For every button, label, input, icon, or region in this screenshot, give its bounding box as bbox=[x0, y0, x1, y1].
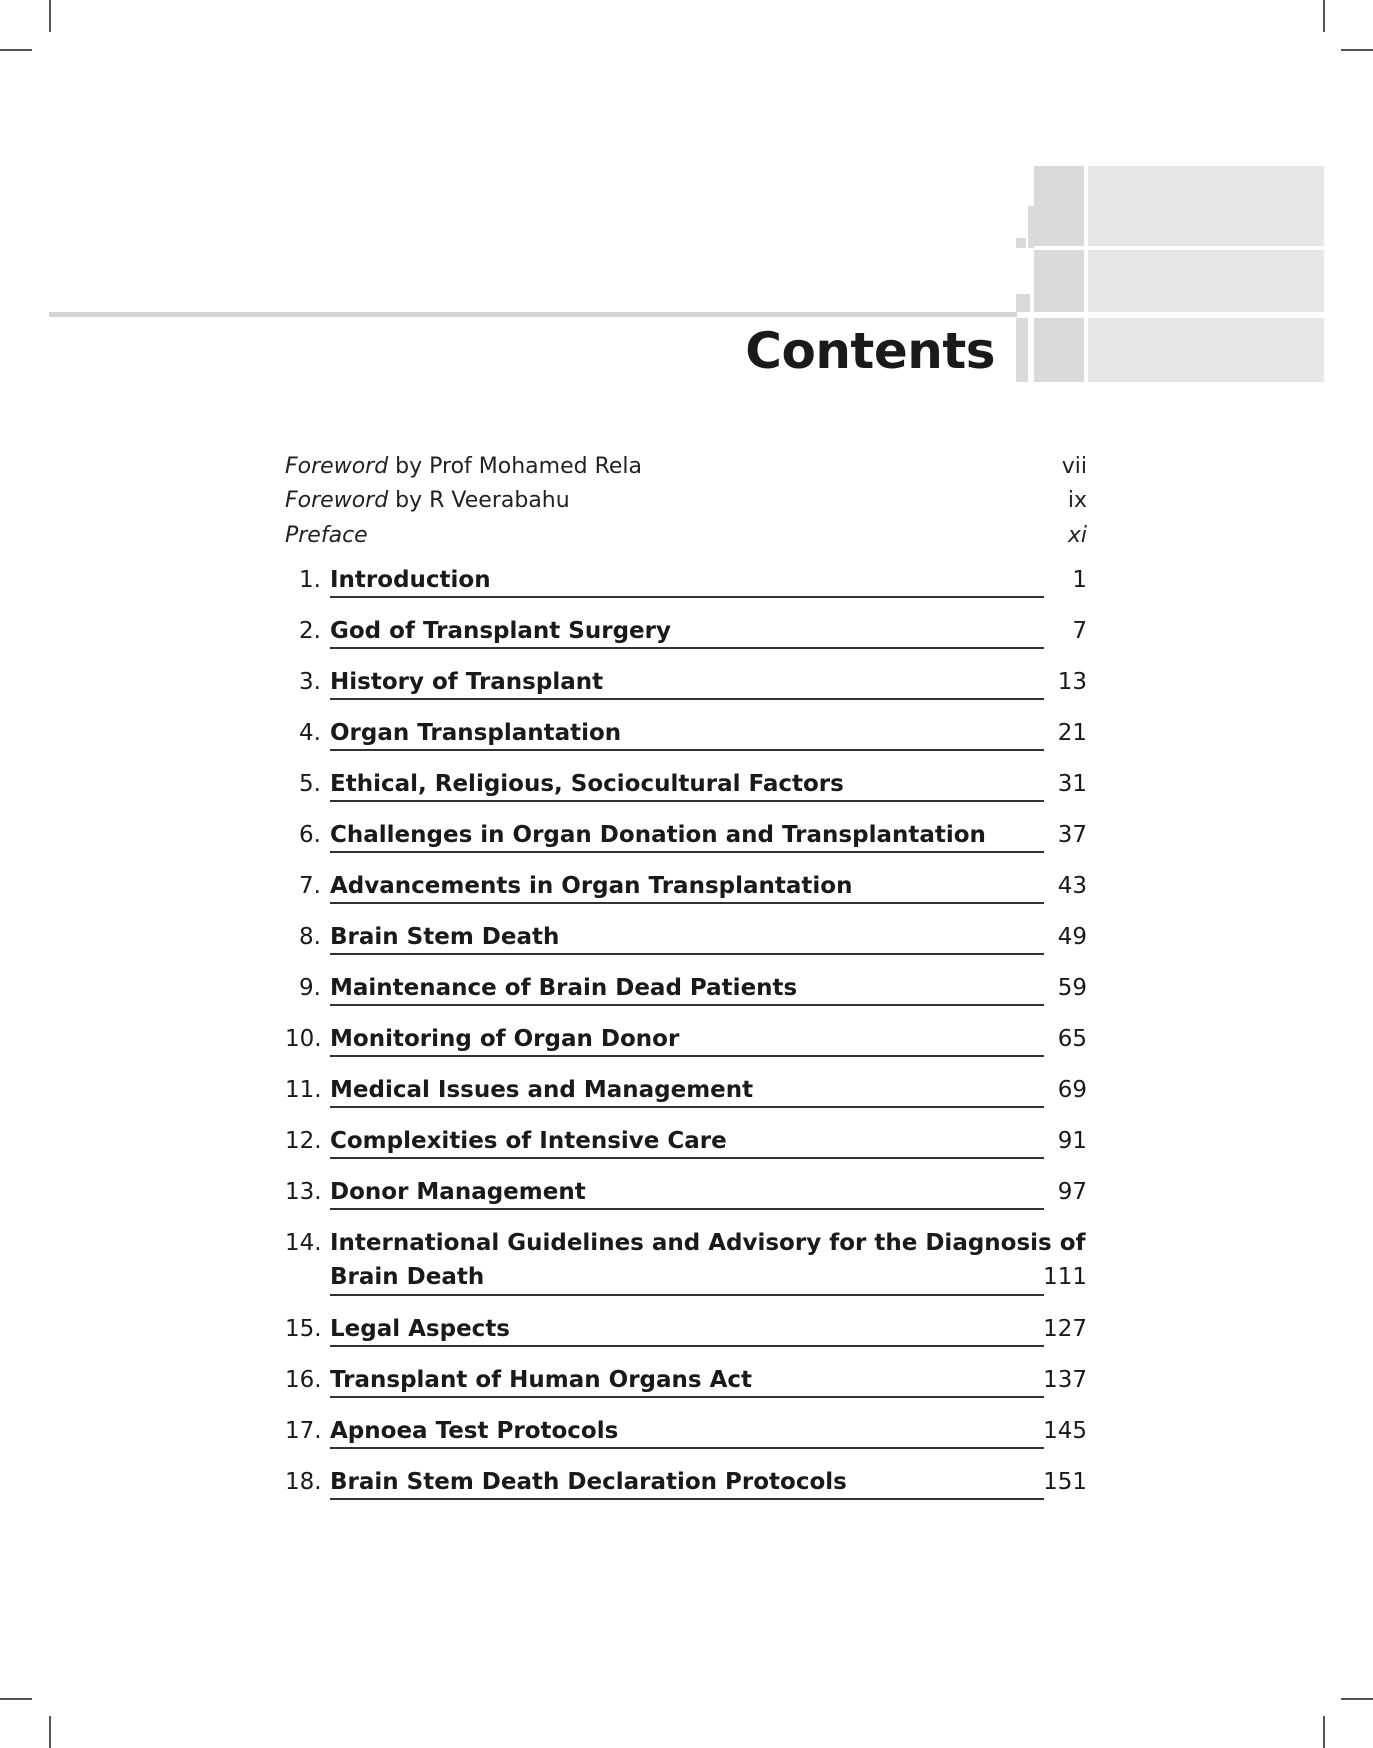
chapter-number: 10. bbox=[285, 1026, 322, 1052]
chapter-underline bbox=[330, 749, 1044, 751]
chapter-page: 111 bbox=[1043, 1264, 1087, 1290]
chapter-title: Monitoring of Organ Donor bbox=[330, 1026, 680, 1052]
crop-mark-bl-h bbox=[0, 1698, 32, 1700]
fm-page: xi bbox=[1067, 523, 1087, 548]
chapter-page: 127 bbox=[1043, 1316, 1087, 1342]
chapter-title: Brain Stem Death Declaration Protocols bbox=[330, 1469, 847, 1495]
chapter-title: Ethical, Religious, Sociocultural Factors bbox=[330, 771, 844, 797]
chapter-page: 59 bbox=[1057, 975, 1087, 1001]
toc-front-matter-item bbox=[285, 521, 1087, 551]
chapter-number: 2. bbox=[299, 618, 321, 644]
chapter-underline bbox=[330, 1345, 1044, 1347]
chapter-underline bbox=[330, 902, 1044, 904]
chapter-underline bbox=[330, 851, 1044, 853]
chapter-number: 12. bbox=[285, 1128, 322, 1154]
chapter-number: 6. bbox=[299, 822, 321, 848]
fm-label-italic: Foreword bbox=[285, 488, 389, 513]
chapter-number: 3. bbox=[299, 669, 321, 695]
toc-front-matter-item bbox=[285, 486, 1087, 516]
chapter-title: Complexities of Intensive Care bbox=[330, 1128, 727, 1154]
chapter-title: Donor Management bbox=[330, 1179, 586, 1205]
chapter-number: 11. bbox=[285, 1077, 322, 1103]
chapter-page: 31 bbox=[1057, 771, 1087, 797]
crop-mark-bl-v bbox=[49, 1716, 51, 1748]
crop-mark-br-v bbox=[1323, 1716, 1325, 1748]
crop-mark-br-h bbox=[1341, 1698, 1373, 1700]
crop-mark-tl-h bbox=[0, 49, 32, 51]
chapter-page: 1 bbox=[1072, 567, 1087, 593]
fm-label-italic: Preface bbox=[285, 523, 368, 548]
chapter-number: 14. bbox=[285, 1230, 322, 1256]
chapter-page: 65 bbox=[1057, 1026, 1087, 1052]
chapter-page: 49 bbox=[1057, 924, 1087, 950]
chapter-title: Brain Stem Death bbox=[330, 924, 560, 950]
chapter-page: 151 bbox=[1043, 1469, 1087, 1495]
chapter-number: 16. bbox=[285, 1367, 322, 1393]
chapter-number: 18. bbox=[285, 1469, 322, 1495]
chapter-title: Organ Transplantation bbox=[330, 720, 622, 746]
chapter-page: 69 bbox=[1057, 1077, 1087, 1103]
chapter-title: Transplant of Human Organs Act bbox=[330, 1367, 753, 1393]
toc-front-matter-item bbox=[285, 452, 1087, 482]
chapter-underline bbox=[330, 1208, 1044, 1210]
chapter-number: 9. bbox=[299, 975, 321, 1001]
chapter-number: 5. bbox=[299, 771, 321, 797]
crop-mark-tr-h bbox=[1341, 49, 1373, 51]
chapter-number: 7. bbox=[299, 873, 321, 899]
chapter-title: Medical Issues and Management bbox=[330, 1077, 754, 1103]
chapter-page: 97 bbox=[1057, 1179, 1087, 1205]
chapter-title: Advancements in Organ Transplantation bbox=[330, 873, 853, 899]
fm-label-italic: Foreword bbox=[285, 454, 389, 479]
chapter-underline bbox=[330, 1396, 1044, 1398]
chapter-page: 43 bbox=[1057, 873, 1087, 899]
page-title: Contents bbox=[745, 322, 995, 380]
chapter-underline bbox=[330, 647, 1044, 649]
chapter-title: International Guidelines and Advisory for the Diagnosis of bbox=[330, 1230, 1086, 1256]
chapter-number: 8. bbox=[299, 924, 321, 950]
chapter-page: 137 bbox=[1043, 1367, 1087, 1393]
chapter-page: 145 bbox=[1043, 1418, 1087, 1444]
chapter-title: God of Transplant Surgery bbox=[330, 618, 671, 644]
fm-label-rest: by R Veerabahu bbox=[388, 488, 570, 513]
chapter-underline bbox=[330, 1447, 1044, 1449]
chapter-underline bbox=[330, 800, 1044, 802]
chapter-underline bbox=[330, 953, 1044, 955]
fm-page: vii bbox=[1061, 454, 1087, 479]
chapter-page: 21 bbox=[1057, 720, 1087, 746]
chapter-number: 15. bbox=[285, 1316, 322, 1342]
chapter-underline bbox=[330, 1294, 1044, 1296]
chapter-page: 7 bbox=[1072, 618, 1087, 644]
chapter-page: 37 bbox=[1057, 822, 1087, 848]
chapter-underline bbox=[330, 698, 1044, 700]
chapter-title-continued: Brain Death bbox=[330, 1264, 485, 1290]
chapter-underline bbox=[330, 1055, 1044, 1057]
chapter-title: Introduction bbox=[330, 567, 491, 593]
chapter-title: History of Transplant bbox=[330, 669, 604, 695]
crop-mark-tr-v bbox=[1323, 0, 1325, 32]
chapter-underline bbox=[330, 1157, 1044, 1159]
fm-page: ix bbox=[1067, 488, 1087, 513]
fm-label-rest: by Prof Mohamed Rela bbox=[388, 454, 642, 479]
chapter-number: 1. bbox=[299, 567, 321, 593]
chapter-page: 13 bbox=[1057, 669, 1087, 695]
chapter-title: Legal Aspects bbox=[330, 1316, 511, 1342]
chapter-underline bbox=[330, 1498, 1044, 1500]
chapter-title: Maintenance of Brain Dead Patients bbox=[330, 975, 798, 1001]
chapter-title: Apnoea Test Protocols bbox=[330, 1418, 619, 1444]
chapter-underline bbox=[330, 1004, 1044, 1006]
chapter-title: Challenges in Organ Donation and Transplantation bbox=[330, 822, 986, 848]
chapter-underline bbox=[330, 596, 1044, 598]
chapter-number: 17. bbox=[285, 1418, 322, 1444]
chapter-number: 4. bbox=[299, 720, 321, 746]
crop-mark-tl-v bbox=[49, 0, 51, 32]
chapter-page: 91 bbox=[1057, 1128, 1087, 1154]
chapter-number: 13. bbox=[285, 1179, 322, 1205]
chapter-underline bbox=[330, 1106, 1044, 1108]
